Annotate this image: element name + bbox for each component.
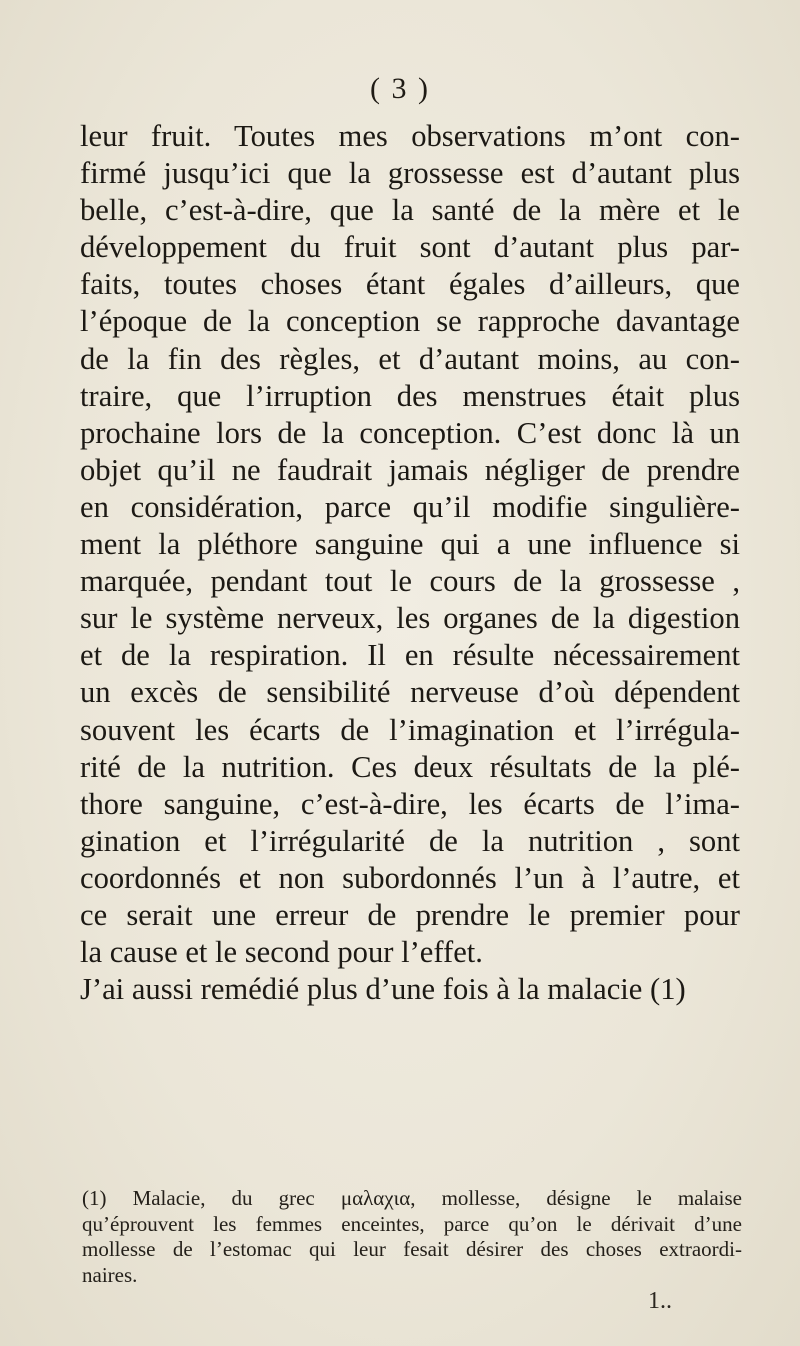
footnote-line: mollesse de l’estomac qui leur fesait désirer des choses extraordi- bbox=[82, 1237, 742, 1261]
text-line: prochaine lors de la conception. C’est donc là un bbox=[80, 415, 740, 450]
text-line: J’ai aussi remédié plus d’une fois à la malacie (1) bbox=[80, 972, 686, 1007]
text-line: coordonnés et non subordonnés l’un à l’autre, et bbox=[80, 860, 740, 895]
text-line: ce serait une erreur de prendre le premier pour bbox=[80, 897, 740, 932]
text-line: sur le système nerveux, les organes de la digestion bbox=[80, 601, 740, 636]
text-line: objet qu’il ne faudrait jamais négliger de prendre bbox=[80, 452, 740, 487]
main-text bbox=[80, 118, 740, 1008]
footnote-line: (1) Malacie, du grec μαλαχια, mollesse, désigne le malaise bbox=[82, 1186, 742, 1210]
text-line: l’époque de la conception se rapproche davantage bbox=[80, 304, 740, 339]
footnote bbox=[82, 1186, 742, 1288]
signature-mark: 1.. bbox=[648, 1288, 672, 1314]
text-line: traire, que l’irruption des menstrues était plus bbox=[80, 378, 740, 413]
text-line: gination et l’irrégularité de la nutrition , sont bbox=[80, 823, 740, 858]
text-line: de la fin des règles, et d’autant moins, au con- bbox=[80, 341, 740, 376]
text-line: développement du fruit sont d’autant plus par- bbox=[80, 230, 740, 265]
text-line: la cause et le second pour l’effet. bbox=[80, 935, 483, 970]
text-line: belle, c’est-à-dire, que la santé de la mère et le bbox=[80, 193, 740, 228]
text-line: ment la pléthore sanguine qui a une influence si bbox=[80, 527, 740, 562]
text-line: thore sanguine, c’est-à-dire, les écarts de l’ima- bbox=[80, 786, 740, 821]
text-line: firmé jusqu’ici que la grossesse est d’autant plus bbox=[80, 156, 740, 191]
text-line: leur fruit. Toutes mes observations m’ont con- bbox=[80, 119, 740, 153]
text-line: marquée, pendant tout le cours de la grossesse , bbox=[80, 564, 740, 599]
text-line: souvent les écarts de l’imagination et l’irrégula- bbox=[80, 712, 740, 747]
footnote-line: naires. bbox=[82, 1262, 138, 1287]
footnote-line: qu’éprouvent les femmes enceintes, parce qu’on le dérivait d’une bbox=[82, 1211, 742, 1236]
text-line: et de la respiration. Il en résulte nécessairement bbox=[80, 638, 740, 673]
text-line: en considération, parce qu’il modifie singulière- bbox=[80, 489, 740, 524]
text-line: un excès de sensibilité nerveuse d’où dépendent bbox=[80, 675, 740, 710]
text-line: faits, toutes choses étant égales d’ailleurs, que bbox=[80, 267, 740, 302]
text-line: rité de la nutrition. Ces deux résultats de la plé- bbox=[80, 749, 740, 784]
page-number: ( 3 ) bbox=[370, 72, 430, 105]
